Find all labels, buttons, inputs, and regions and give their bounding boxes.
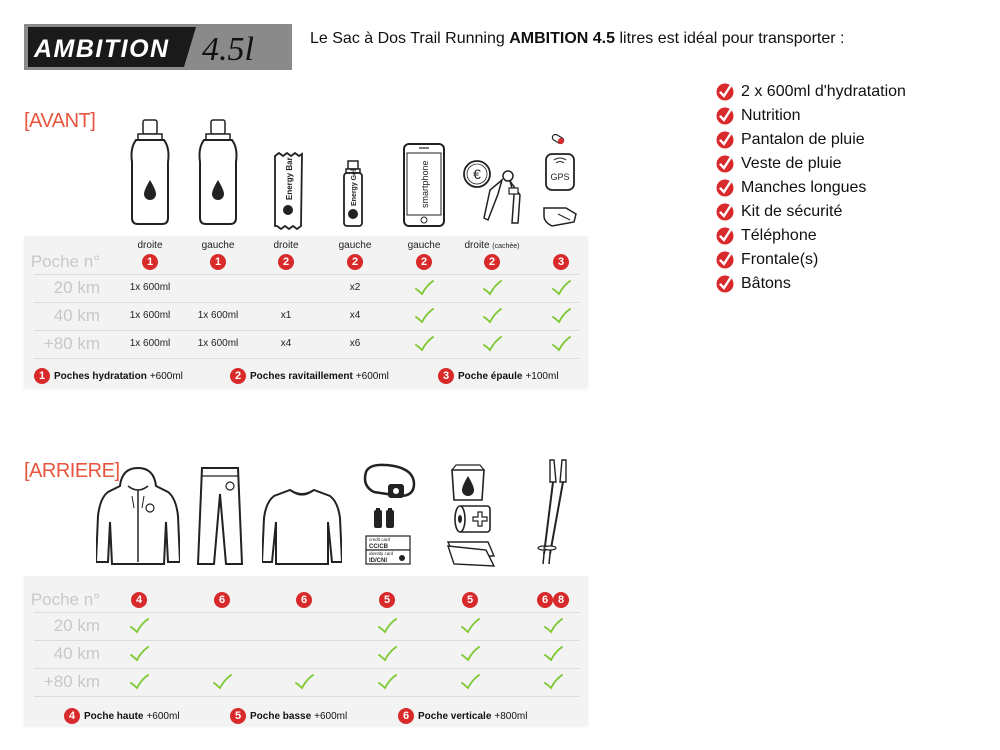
quantity-cell: x6 [349,338,361,349]
pocket-legend-item: 5 Poche basse +600ml [230,708,347,724]
quantity-cell: x4 [280,338,292,349]
check-icon [482,336,502,352]
checklist-item-label: Téléphone [741,227,817,244]
check-icon [460,674,480,690]
check-icon [543,674,563,690]
check-icon [543,618,563,634]
safety-kit-icon [444,462,496,568]
headlamp-batteries-cards-icon [360,460,420,566]
quantity-cell: 1x 600ml [197,310,239,321]
checklist-item [716,248,906,272]
coin-keys-icon [462,158,526,228]
checkmark-badge-icon [716,179,734,197]
pocket-number-badge: 2 [278,254,294,270]
checklist-item-label: Pantalon de pluie [741,131,865,148]
pocket-number-badge: 4 [64,708,80,724]
quantity-cell: x4 [349,310,361,321]
column-side-label: droite (cachée) [464,240,520,251]
quantity-cell: 1x 600ml [197,338,239,349]
checklist-item-label: Kit de sécurité [741,203,843,220]
checklist-item [716,104,906,128]
avant-title: [AVANT] [24,110,96,132]
checklist-item [716,152,906,176]
checkmark-badge-icon [716,107,734,125]
check-icon [377,618,397,634]
pocket-number-badge: 2 [416,254,432,270]
checklist-item [716,224,906,248]
checklist-item-label: Frontale(s) [741,251,819,268]
quantity-cell: 1x 600ml [129,310,171,321]
pocket-legend-item: 1 Poches hydratation +600ml [34,368,183,384]
check-icon [129,618,149,634]
smartphone-icon [402,142,446,228]
smartphone-text: smartphone [420,160,430,208]
check-icon [294,674,314,690]
pocket-number-badge: 3 [553,254,569,270]
water-bottle-icon [196,118,240,228]
quantity-cell: x2 [349,282,361,293]
check-icon [129,674,149,690]
row-header-label: Poche n° [30,590,100,609]
check-icon [551,308,571,324]
brand-logo [24,24,292,70]
checklist-item [716,80,906,104]
gps-text: GPS [550,172,570,182]
check-icon [212,674,232,690]
gps-whistle-icon [540,134,580,230]
trekking-poles-icon [534,458,574,568]
arriere-title: [ARRIERE] [24,460,120,482]
distance-label: 20 km [53,616,100,635]
coin-text: € [473,166,481,182]
pocket-number-badge: 4 [131,592,147,608]
checklist-item-label: 2 x 600ml d'hydratation [741,83,906,100]
check-icon [377,646,397,662]
distance-label: 40 km [53,644,100,663]
distance-label: +80 km [43,672,100,691]
check-icon [551,336,571,352]
checklist-item-label: Bâtons [741,275,791,292]
avant-table [24,236,588,388]
pocket-number-badge: 6 [296,592,312,608]
check-icon [551,280,571,296]
distance-label: +80 km [43,334,100,353]
checklist-item [716,176,906,200]
checkmark-badge-icon [716,227,734,245]
checkmark-badge-icon [716,251,734,269]
column-side-label: gauche [338,240,372,251]
pocket-number-badge: 6 [214,592,230,608]
long-sleeve-icon [262,486,342,566]
check-icon [460,646,480,662]
check-icon [414,308,434,324]
energy-bar-text: Energy Bar [285,157,294,200]
logo-suffix: 4.5l [202,31,254,68]
pocket-number-badge: 2 [347,254,363,270]
pocket-legend-item: 3 Poche épaule +100ml [438,368,559,384]
water-bottle-icon [128,118,172,228]
pocket-number-badge: 8 [553,592,569,608]
pocket-number-badge: 1 [210,254,226,270]
pocket-legend-item: 4 Poche haute +600ml [64,708,180,724]
pocket-number-badge: 6 [398,708,414,724]
checklist-item-label: Veste de pluie [741,155,842,172]
card1b-text: CC/CB [369,544,388,550]
check-icon [543,646,563,662]
pocket-number-badge: 5 [379,592,395,608]
pocket-legend-item: 6 Poche verticale +800ml [398,708,527,724]
pocket-number-badge: 2 [230,368,246,384]
energy-gel-text: Energy Gel [351,169,358,206]
energy-gel-icon [340,160,366,228]
column-side-label: gauche [407,240,441,251]
card1-text: credit card [369,537,391,542]
card2-text: identity card [369,551,394,556]
row-header-label: Poche n° [30,252,100,271]
quantity-cell: 1x 600ml [129,282,171,293]
column-side-label: droite [273,240,299,251]
pocket-number-badge: 5 [462,592,478,608]
energy-bar-icon [272,152,304,230]
intro-text: Le Sac à Dos Trail Running AMBITION 4.5 litres est idéal pour transporter : [310,30,845,47]
checkmark-badge-icon [716,83,734,101]
distance-label: 40 km [53,306,100,325]
quantity-cell: 1x 600ml [129,338,171,349]
check-icon [414,280,434,296]
column-side-label: droite [137,240,163,251]
check-icon [129,646,149,662]
quantity-cell: x1 [280,310,292,321]
logo-word: AMBITION [34,35,170,63]
checkmark-badge-icon [716,155,734,173]
check-icon [377,674,397,690]
check-icon [414,336,434,352]
card2b-text: ID/CNI [369,558,387,564]
pocket-number-badge: 2 [484,254,500,270]
pocket-number-badge: 1 [34,368,50,384]
contents-checklist [716,80,906,296]
pocket-number-badge: 1 [142,254,158,270]
checklist-item [716,272,906,296]
column-side-label: gauche [201,240,235,251]
checkmark-badge-icon [716,203,734,221]
checklist-item-label: Nutrition [741,107,801,124]
pocket-number-badge: 5 [230,708,246,724]
checklist-item-label: Manches longues [741,179,867,196]
arriere-table [24,576,588,726]
checkmark-badge-icon [716,131,734,149]
check-icon [482,280,502,296]
check-icon [482,308,502,324]
distance-label: 20 km [53,278,100,297]
rain-pants-icon [196,466,244,566]
checklist-item [716,128,906,152]
pocket-number-badge: 6 [537,592,553,608]
checklist-item [716,200,906,224]
checkmark-badge-icon [716,275,734,293]
check-icon [460,618,480,634]
rain-jacket-icon [96,466,180,566]
pocket-legend-item: 2 Poches ravitaillement +600ml [230,368,389,384]
pocket-number-badge: 3 [438,368,454,384]
